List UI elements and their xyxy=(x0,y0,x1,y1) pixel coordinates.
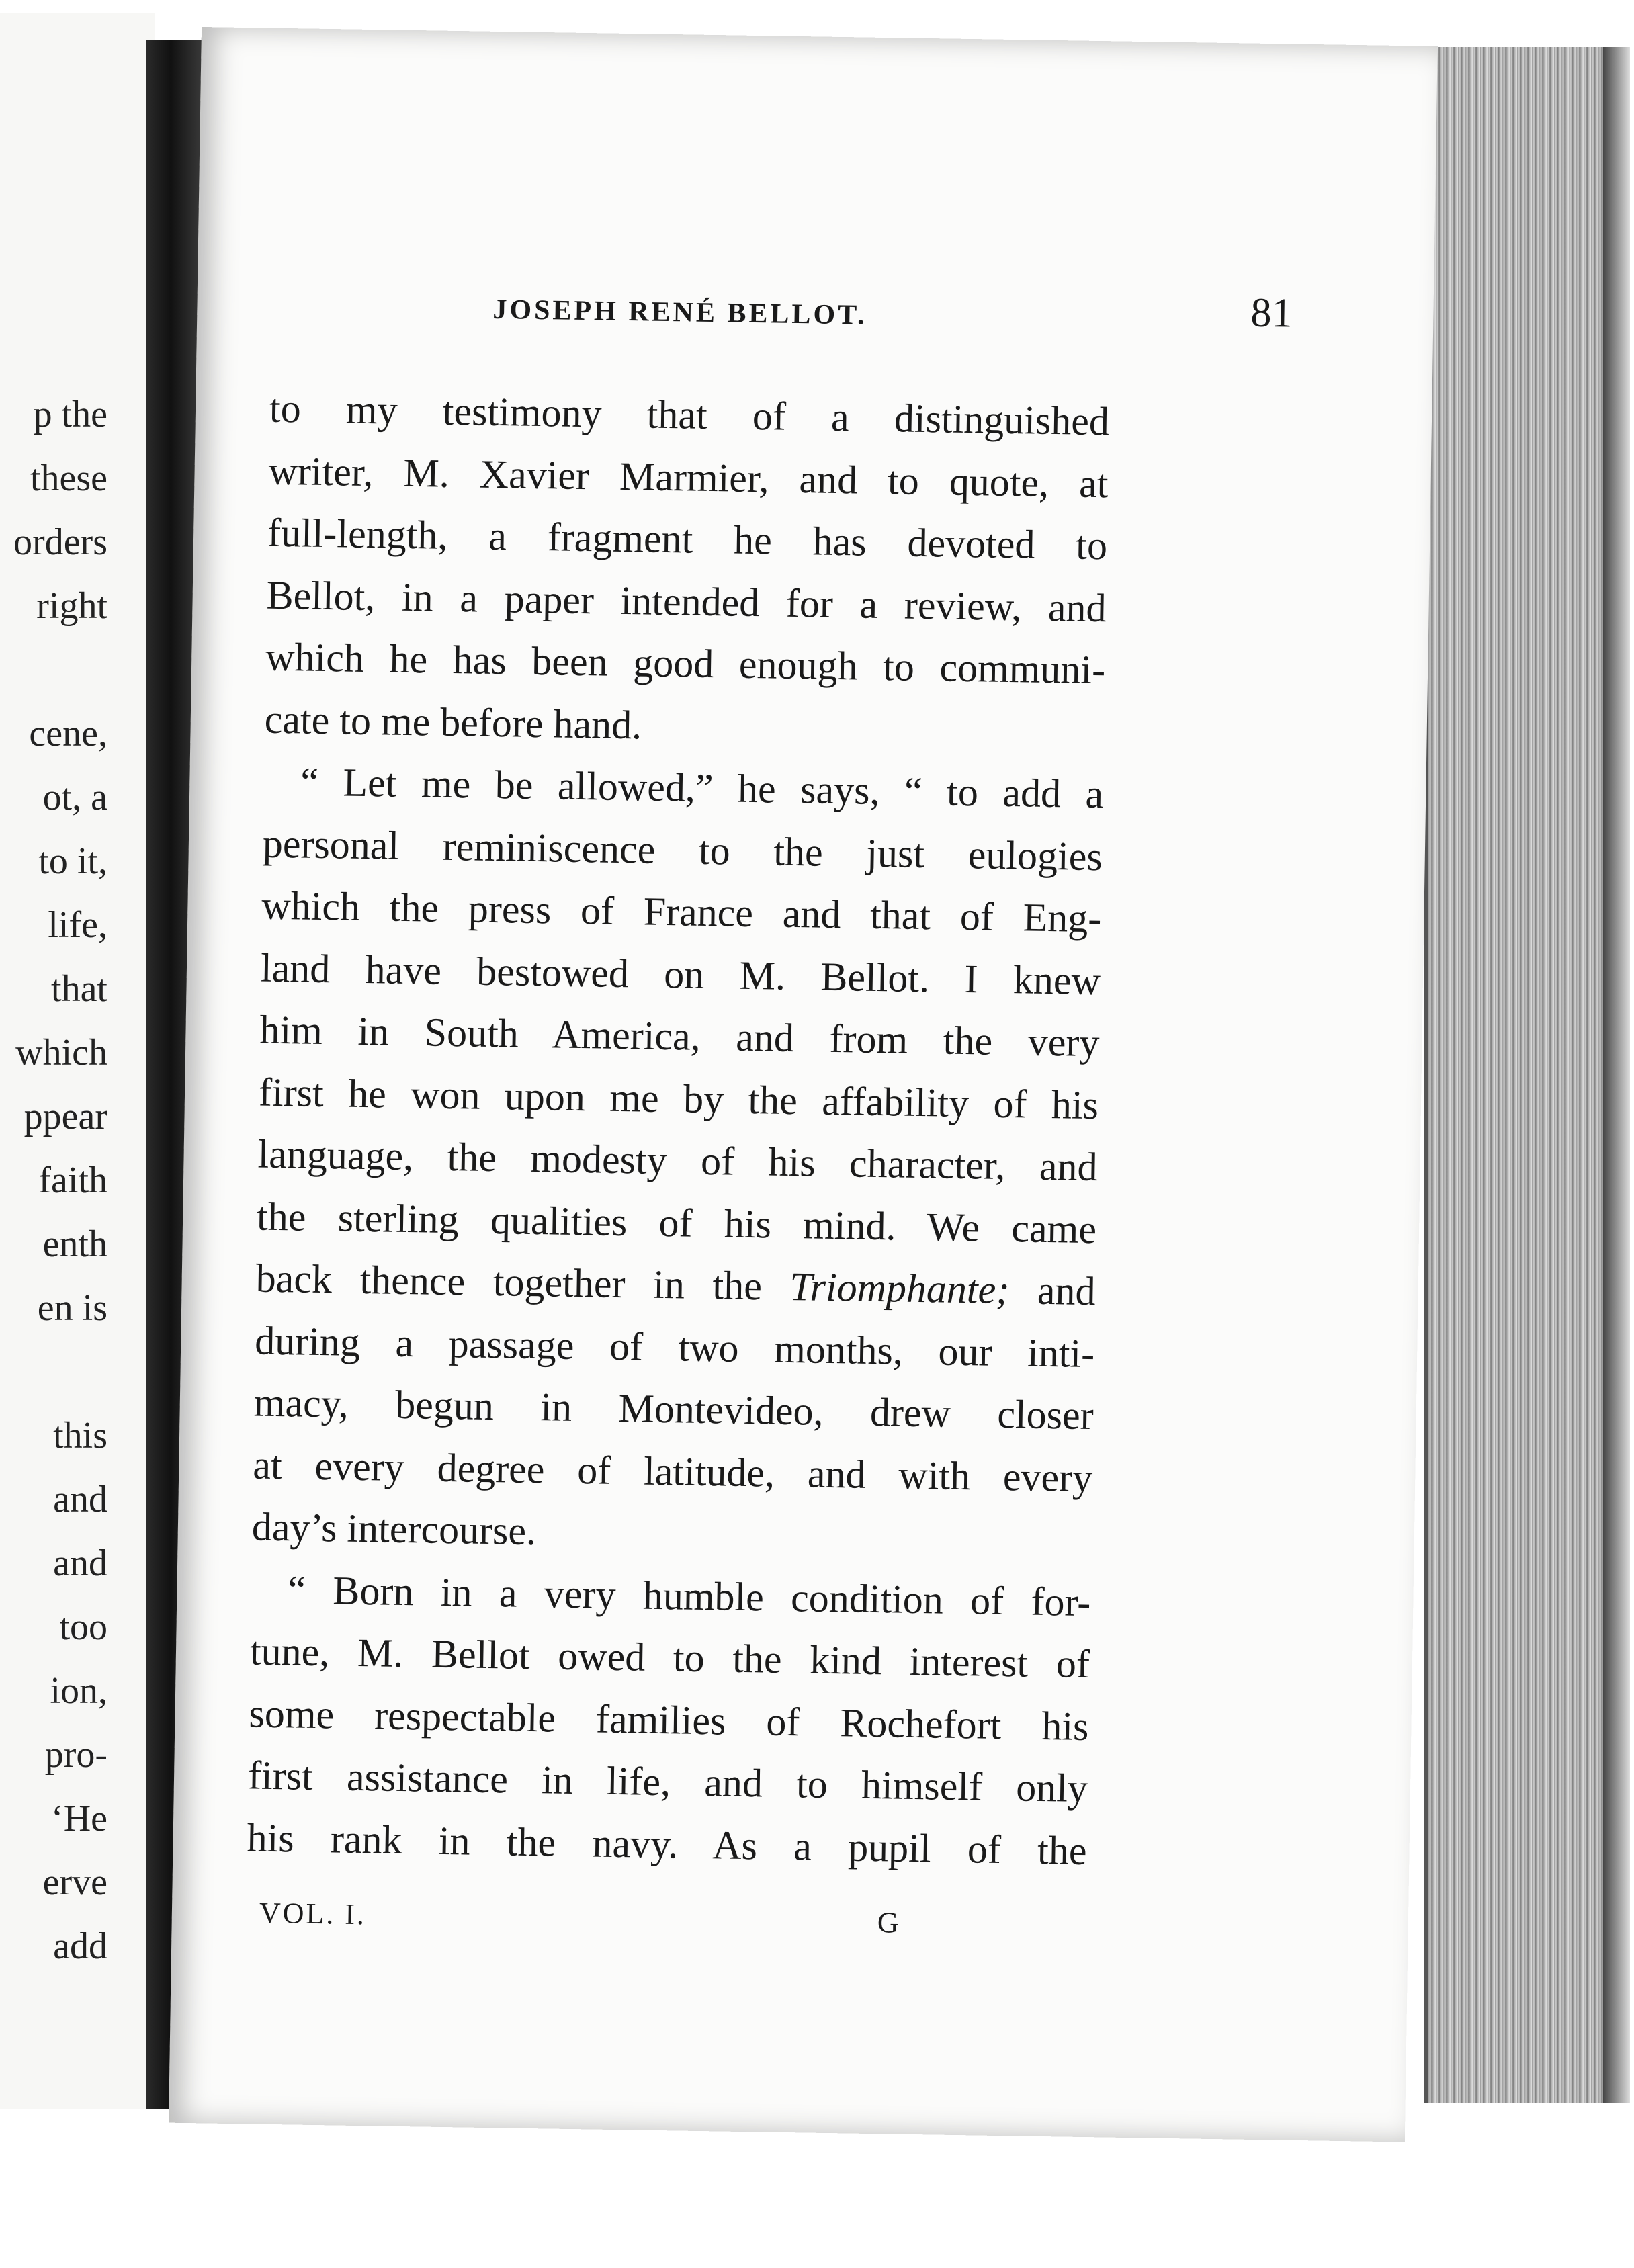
text-line: day’s intercourse. xyxy=(251,1504,537,1554)
text-line: which the press of France and that of Eng- xyxy=(261,883,1102,941)
text-line: at every degree of latitude, and with every xyxy=(252,1442,1093,1500)
text-line: Bellot, in a paper intended for a review, and xyxy=(266,572,1107,630)
text-line: first assistance in life, and to himself only xyxy=(247,1753,1088,1811)
text-line: cate to me before hand. xyxy=(264,697,642,747)
fragment-line: and xyxy=(53,1542,108,1584)
fragment-line: erve xyxy=(42,1862,108,1903)
text-segment: and xyxy=(1037,1268,1096,1314)
fragment-line: p the xyxy=(33,394,108,435)
text-line: during a passage of two months, our inti- xyxy=(254,1317,1095,1376)
fragment-line: this xyxy=(53,1415,108,1456)
fragment-line: add xyxy=(53,1925,108,1967)
fragment-gap xyxy=(0,1340,108,1404)
text-line: “ Let me be allowed,” he says, “ to add a xyxy=(300,759,1104,817)
text-line: some respectable families of Rochefort his xyxy=(249,1690,1089,1749)
text-line: writer, M. Xavier Marmier, and to quote, at xyxy=(268,448,1109,506)
text-line: his rank in the navy. As a pupil of the xyxy=(247,1815,1088,1873)
fragment-line: ‘He xyxy=(51,1798,108,1839)
fragment-line: ion, xyxy=(50,1670,108,1712)
text-line: first he won upon me by the affability of his xyxy=(258,1070,1099,1127)
fragment-line: these xyxy=(30,457,108,499)
fragment-gap xyxy=(0,638,108,702)
text-line: “ Born in a very humble condition of for- xyxy=(287,1567,1091,1624)
ship-name: Triomphante; xyxy=(789,1264,1010,1313)
fragment-line: to it, xyxy=(38,840,108,882)
fragment-line: pro- xyxy=(44,1734,108,1776)
signature-mark: G xyxy=(877,1906,899,1939)
text-line: personal reminiscence to the just eulogies xyxy=(262,821,1103,879)
fragment-line: en is xyxy=(37,1287,108,1329)
fragment-line: enth xyxy=(42,1223,108,1265)
text-line: him in South America, and from the very xyxy=(259,1007,1100,1065)
fragment-line: and xyxy=(53,1479,108,1520)
text-line: macy, begun in Montevideo, drew closer xyxy=(253,1380,1094,1438)
text-line: full-length, a fragment he has devoted to xyxy=(267,510,1108,568)
running-header xyxy=(492,290,1320,339)
volume-marker: VOL. I. xyxy=(259,1896,367,1931)
fragment-line: orders xyxy=(13,521,108,563)
fragment-line: which xyxy=(15,1032,108,1074)
fragment-line: life, xyxy=(48,904,108,946)
running-title: JOSEPH RENÉ BELLOT. xyxy=(492,294,867,331)
text-line: which he has been good enough to communi- xyxy=(265,634,1106,693)
previous-page-text xyxy=(0,383,108,1978)
text-line: land have bestowed on M. Bellot. I knew xyxy=(260,945,1101,1003)
page-edges xyxy=(1424,47,1630,2103)
fragment-line: too xyxy=(59,1606,108,1648)
fragment-line: that xyxy=(51,968,108,1010)
fragment-line: right xyxy=(36,585,108,627)
text-line: the sterling qualities of his mind. We came xyxy=(256,1194,1097,1252)
text-line: language, the modesty of his character, and xyxy=(257,1131,1099,1190)
page-body xyxy=(247,378,1110,1882)
fragment-line: ot, a xyxy=(42,777,108,818)
text-segment: back thence together in the xyxy=(255,1256,763,1309)
current-page xyxy=(169,27,1438,2142)
fragment-line: ppear xyxy=(24,1096,108,1137)
previous-page xyxy=(0,13,155,2109)
text-line: tune, M. Bellot owed to the kind interest of xyxy=(249,1628,1090,1687)
fragment-line: faith xyxy=(38,1160,108,1201)
page-number: 81 xyxy=(1250,290,1293,337)
text-line: to my testimony that of a distinguished xyxy=(269,386,1110,444)
fragment-line: cene, xyxy=(29,713,108,754)
